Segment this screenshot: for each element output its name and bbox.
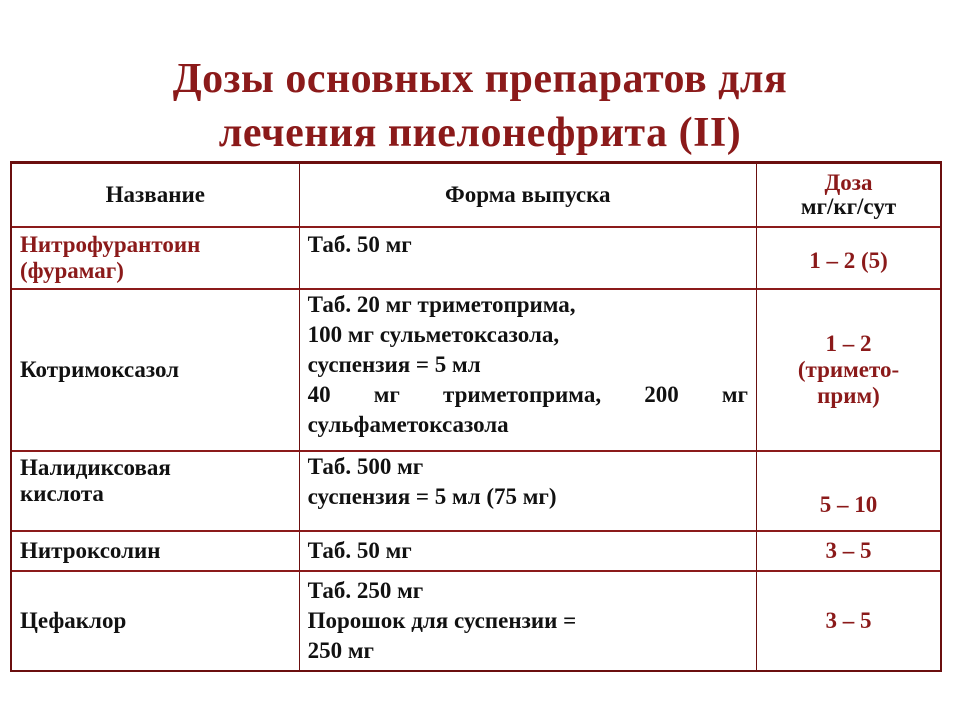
- doses-table: [10, 161, 942, 672]
- drug-dose: 5 – 10: [757, 452, 940, 532]
- drug-form: Таб. 50 мг: [300, 532, 757, 572]
- table-row: [12, 452, 940, 532]
- drug-name: Цефаклор: [12, 572, 300, 670]
- drug-form: Таб. 500 мг суспензия = 5 мл (75 мг): [300, 452, 757, 532]
- drug-name: Налидиксовая кислота: [12, 452, 300, 532]
- drug-form: Таб. 20 мг триметоприма, 100 мг сульметоксазола, суспензия = 5 мл 40 мг триметоприма, 200 мг сульфаметоксазола: [300, 290, 757, 452]
- title-line-2: лечения пиелонефрита (II): [218, 110, 742, 156]
- table-row: [12, 532, 940, 572]
- drug-dose: 3 – 5: [825, 608, 872, 633]
- drug-name: Котримоксазол: [12, 290, 300, 452]
- header-name: Название: [12, 164, 300, 228]
- drug-name: Нитроксолин: [12, 532, 300, 572]
- drug-name: Нитрофурантоин (фурамаг): [12, 228, 300, 290]
- table-row: [12, 290, 940, 452]
- drug-dose: 1 – 2 (тримето- прим): [757, 290, 940, 452]
- drug-dose: 1 – 2 (5): [757, 228, 940, 290]
- drug-form: Таб. 250 мг Порошок для суспензии = 250 мг: [300, 572, 757, 670]
- header-dose: Доза мг/кг/сут: [757, 164, 940, 228]
- title-line-1: Дозы основных препаратов для: [172, 56, 788, 102]
- slide-title: [0, 52, 960, 160]
- table-row: [12, 228, 940, 290]
- drug-dose: 3 – 5: [757, 532, 940, 572]
- table-header-row: [12, 164, 940, 228]
- header-form: Форма выпуска: [300, 164, 757, 228]
- table-row: [12, 572, 940, 670]
- drug-form: Таб. 50 мг: [300, 228, 757, 290]
